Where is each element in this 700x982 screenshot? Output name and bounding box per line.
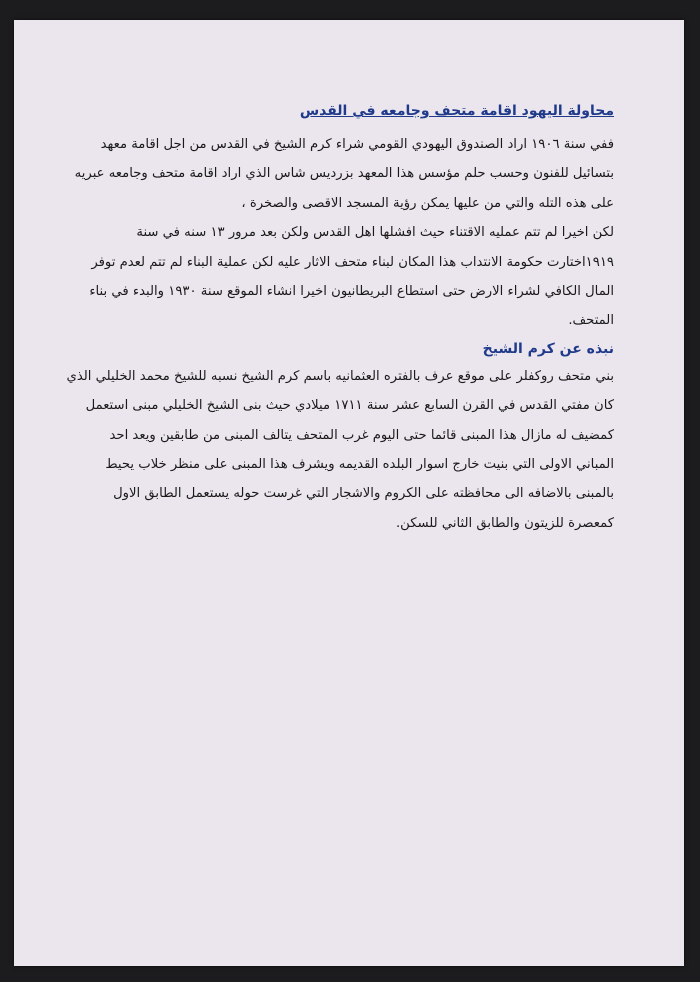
section1-line-4: لكن اخيرا لم تتم عمليه الاقتناء حيث افشلها اهل القدس ولكن بعد مرور ١٣ سنه في سنة	[136, 225, 614, 241]
section2-line-4: المباني الاولى التي بنيت خارج اسوار البلده القديمه ويشرف هذا المبنى على منظر خلاب يحيط	[105, 456, 614, 472]
section1-heading-text: محاولة اليهود اقامة متحف وجامعه في القدس	[299, 103, 614, 119]
section2-line-1: بني متحف روكفلر على موقع عرف بالفتره العثمانيه باسم كرم الشيخ نسبه للشيخ محمد الخليلي الذي	[66, 368, 614, 384]
section2-heading	[104, 336, 614, 362]
section1-line-5: ١٩١٩اختارت حكومة الانتداب هذا المكان لبناء متحف الاثار عليه لكن عملية البناء لم تتم لعدم توفر	[91, 254, 614, 270]
section2-line-3: كمضيف له مازال هذا المبنى قائما حتى اليوم غرب المتحف يتالف المبنى من طابقين ويعد احد	[109, 427, 614, 443]
section1-line-1: ففي سنة ١٩٠٦ اراد الصندوق اليهودي القومي شراء كرم الشيخ في القدس من اجل اقامة معهد	[100, 137, 614, 152]
section1-heading	[104, 98, 614, 124]
section1-line-3: على هذه التله والتي من عليها يمكن رؤية المسجد الاقصى والصخرة ،	[241, 195, 614, 211]
section2-line-2: كان مفتي القدس في القرن السابع عشر سنة ١٧١١ ميلادي حيث بنى الشيخ الخليلي مبنى استعمل	[85, 398, 614, 414]
section2-line-5: بالمبنى بالاضافه الى محافظته على الكروم والاشجار التي غرست حوله يستعمل الطابق الاول	[113, 486, 614, 502]
section2-line-6: كمعصرة للزيتون والطابق الثاني للسكن.	[395, 515, 614, 531]
section2-heading-text: نبذه عن كرم الشيخ	[482, 340, 614, 357]
section1-line-6: المال الكافي لشراء الارض حتى استطاع البريطانيون اخيرا انشاء الموقع سنة ١٩٣٠ والبدء في بناء	[89, 283, 614, 299]
document-body	[66, 98, 614, 538]
section1-line-7: المتحف.	[568, 313, 614, 329]
document-page	[14, 20, 684, 966]
section1-line-2: بتسائيل للفنون وحسب حلم مؤسس هذا المعهد بزرديس شاس الذي اراد اقامة متحف وجامعه عبريه	[74, 166, 614, 182]
